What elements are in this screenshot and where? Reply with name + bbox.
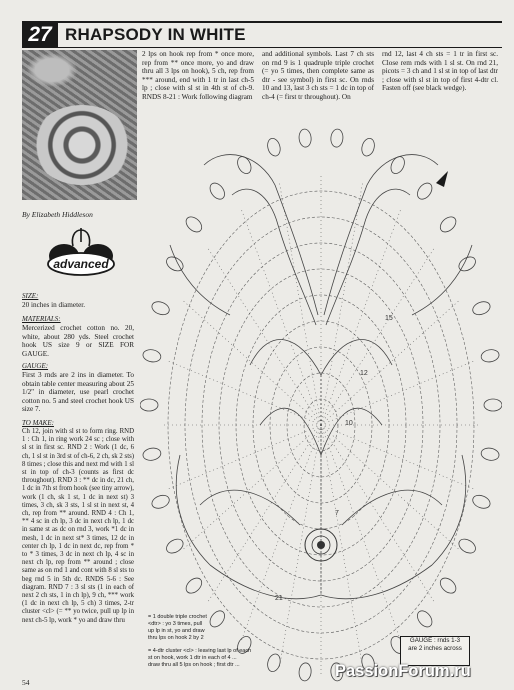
to-make-label: TO MAKE: xyxy=(22,419,54,427)
edge-petal xyxy=(183,214,204,235)
spoke-line xyxy=(182,425,321,550)
diagram-outer-petals xyxy=(140,129,502,682)
mid-left-petal xyxy=(250,340,321,375)
lower-left-petal xyxy=(260,408,321,455)
spoke-line xyxy=(208,248,321,425)
edge-petal xyxy=(480,447,500,462)
spoke-line xyxy=(241,425,321,642)
materials-label: MATERIALS: xyxy=(22,315,61,323)
edge-petal xyxy=(456,536,478,556)
label-rnd-15: 15 xyxy=(385,315,393,322)
advanced-level-logo xyxy=(38,226,124,284)
edge-petal xyxy=(235,154,254,175)
gauge-text: First 3 rnds are 2 ins in diameter. To obtain table center measuring about 25 1/2" in diameter, use pearl crochet cotton no. 5 and steel crochet hook US size 7. xyxy=(22,371,134,414)
legend-cl-line-1: = 4-dtr cluster <cl> : leaving last lp of each xyxy=(148,648,252,654)
edge-petal xyxy=(266,137,282,158)
edge-petal xyxy=(437,214,458,235)
edge-petal xyxy=(183,575,204,596)
symbol-legend xyxy=(148,614,288,669)
gauge-box-line-2: are 2 inches across xyxy=(408,645,462,652)
edge-petal xyxy=(142,348,162,363)
spoke-line xyxy=(321,425,460,550)
spoke-line xyxy=(321,425,401,642)
label-rnd-10: 10 xyxy=(345,420,353,427)
left-lobe-outer-arc xyxy=(204,155,318,315)
gauge-label: GAUGE: xyxy=(22,362,49,370)
header-bottom-rule xyxy=(22,47,502,48)
edge-petal xyxy=(360,137,376,158)
edge-petal xyxy=(140,399,158,411)
legend-cl-line-3: draw thru all 5 lps on hook ; first dtr ... xyxy=(148,662,240,668)
edge-petal xyxy=(471,299,492,317)
edge-petal xyxy=(150,299,171,317)
label-rnd-21: 21 xyxy=(275,595,283,602)
spoke-line xyxy=(321,248,434,425)
edge-petal xyxy=(414,608,434,630)
bottom-right-arc xyxy=(321,565,432,599)
watermark: PassionForum.ru xyxy=(335,662,471,680)
spoke-line xyxy=(241,209,321,426)
edge-petal xyxy=(437,575,458,596)
edge-petal xyxy=(388,154,407,175)
left-side-arc xyxy=(170,245,230,315)
logo-text: advanced xyxy=(53,257,109,271)
lower-right-petal xyxy=(321,408,382,455)
page-number: 54 xyxy=(22,678,30,687)
bottom-left-arc xyxy=(210,565,321,599)
right-lobe-outer-arc xyxy=(324,155,438,315)
edge-petal xyxy=(480,348,500,363)
left-flower-arc xyxy=(200,490,300,525)
left-lobe-inner-arc xyxy=(232,189,316,325)
edge-petal xyxy=(414,180,434,202)
size-text: 20 inches in diameter. xyxy=(22,301,86,309)
legend-cl-line-2: st on hook, work 1 dtr in each of 4 ... xyxy=(148,655,237,661)
pattern-title: RHAPSODY IN WHITE xyxy=(65,25,246,44)
edge-petal xyxy=(298,662,312,681)
right-lobe-inner-arc xyxy=(326,189,410,325)
edge-petal xyxy=(471,493,492,511)
materials-text: Mercerized crochet cotton no. 20, white, about 280 yds. Steel crochet hook US size 9 or SIZE FOR GAUGE. xyxy=(22,324,134,358)
right-side-arc xyxy=(412,245,472,315)
size-label: SIZE: xyxy=(22,292,39,300)
gauge-box-line-1: GAUGE : rnds 1-3 xyxy=(409,637,461,644)
diagram-mesh xyxy=(161,175,481,675)
pattern-number: 27 xyxy=(22,23,58,47)
center-dot xyxy=(317,541,325,549)
edge-petal xyxy=(142,447,162,462)
byline: By Elizabeth Hiddleson xyxy=(22,210,93,219)
instructions-col-4: rnd 12, last 4 ch sts = 1 tr in first sc. Close rem rnds with 1 sl st. On rnd 21, picots = 3 ch and 1 sl st in top of last dtr ; close with sl st in top of first 4-dtr cl. Fasten off (see black wedge). xyxy=(382,50,498,93)
fasten-off-wedge xyxy=(436,171,448,187)
instructions-col-2: 2 lps on hook rep from * once more, rep from ** once more, yo and draw thru all 3 lps on hook), 5 ch, rep from *** around, end with 1 tr in last ch-5 lp ; close with sl st in 4th st of ch-9. RNDS 8-21 : Work following diagram xyxy=(142,50,254,101)
label-rnd-7: 7 xyxy=(335,510,339,517)
legend-dtr-line-3: up lp in st, yo and draw xyxy=(148,628,205,634)
edge-petal xyxy=(484,399,502,411)
legend-dtr-line-1: = 1 double triple crochet xyxy=(148,614,207,620)
crochet-diagram xyxy=(140,125,502,685)
edge-petal xyxy=(298,129,312,148)
edge-petal xyxy=(207,180,227,202)
edge-petal xyxy=(150,493,171,511)
label-rnd-12: 12 xyxy=(360,370,368,377)
legend-dtr-line-4: thru lps on hook 2 by 2 xyxy=(148,635,204,641)
edge-petal xyxy=(164,536,186,556)
to-make-text: Ch 12, join with sl st to form ring. RND 1 : Ch 1, in ring work 24 sc ; close with sl st in first sc. RND 2 : Work (1 dc, 6 ch, 1 sl st in 3rd st of ch-6, 2 ch, sk 2 sts) 8 times ; close this and next rnd with 1 sl st in top of ch-3 (counts as first dc throughout). RND 3 : ** dc in dc, 21 ch, 1 dc in 7th st from hook (see tiny arrow), work (1 ch, sk 1 st, 1 dc in next st) 3 times, 3 ch, sk 3 sts, 1 sl st in next st, 4 ch, rep from ** around. RND 4 : Ch 1, ** 4 sc in ch lp, 3 dc in next ch lp, 1 dc in same st as dc on rnd 3, work *1 dc in mesh, 1 dc in next st* 3 times, 12 dc in center ch lp, 1 dc in next dc, rep from * to * 3 times, 3 dc in next ch lp, 4 sc in next ch lp, rep from ** around ; close same as on rnd 1 and cont with 8 sl sts to beg rnd 5 in 5th dc. RNDS 5-6 : See diagram. RND 7 : 3 sl sts (1 in each of next 2 ch sts, 1 in ch lp), 9 ch, *** work (1 dc in next ch lp, 5 ch) 3 times, 2-tr cluster <cl> (= ** yo twice, pull up lp in next ch-5 lp, work * yo and draw thru xyxy=(22,428,134,624)
instructions-col-3: and additional symbols. Last 7 ch sts on rnd 9 is 1 quadruple triple crochet (= yo 5 times, then complete same as dtr - see symbol) in first sc. On rnds 10 and 13, last 3 ch sts = 1 dc in top of ch-4 (= first tr throughout). On xyxy=(262,50,374,101)
spoke-line xyxy=(321,425,362,667)
doily-photo xyxy=(22,50,137,200)
edge-petal xyxy=(330,129,344,148)
legend-dtr-line-2: <dtr> : yo 3 times, pull xyxy=(148,621,203,627)
header-top-rule xyxy=(22,21,502,23)
mid-right-petal xyxy=(321,340,392,375)
right-flower-arc xyxy=(342,490,442,525)
